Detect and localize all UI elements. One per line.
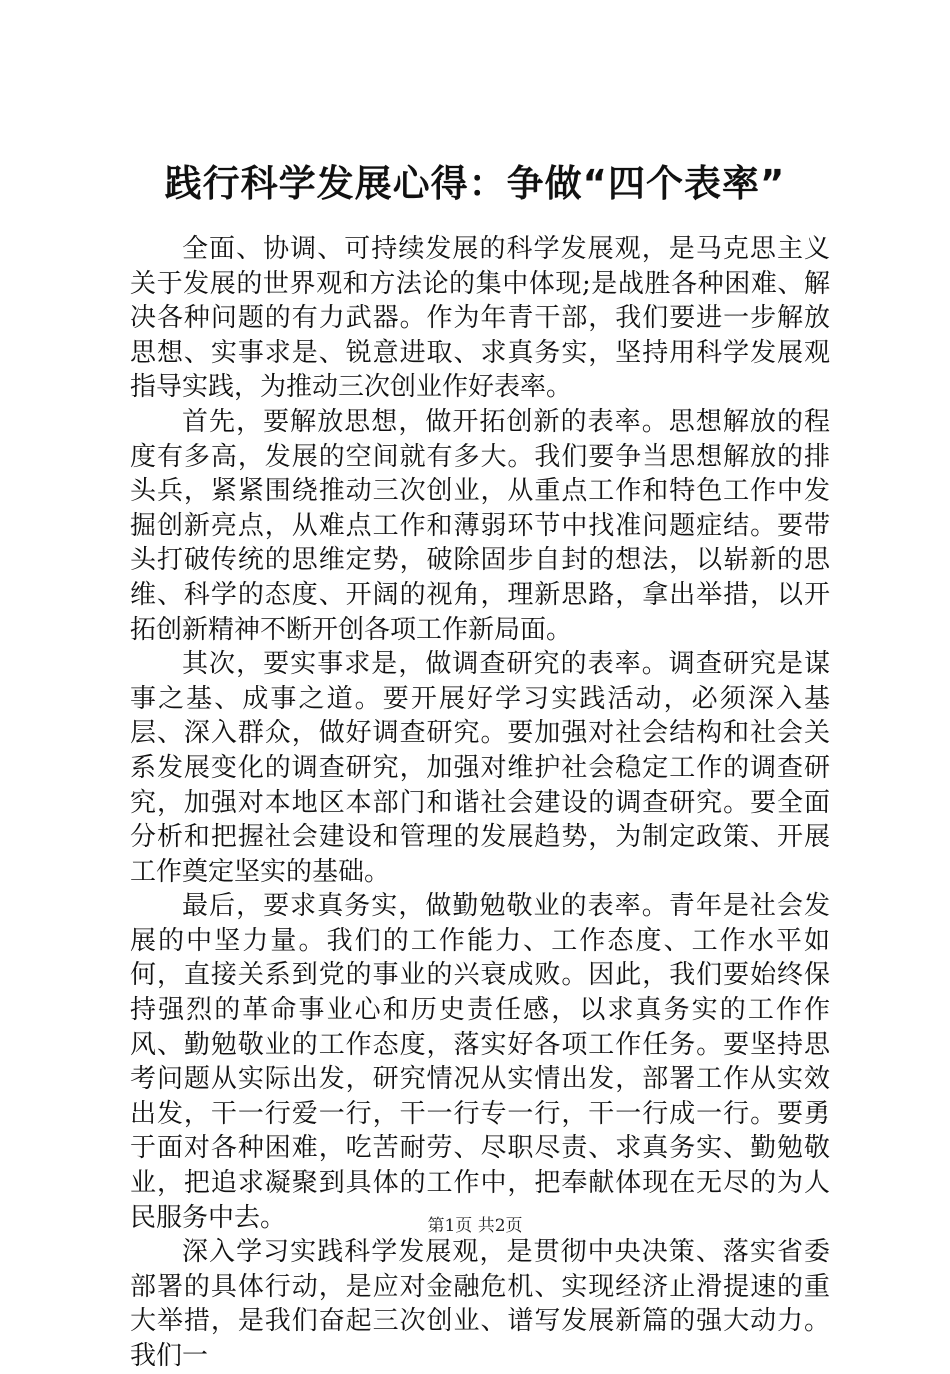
document-title: 践行科学发展心得：争做“四个表率”	[164, 162, 786, 205]
paragraph-intro: 全面、协调、可持续发展的科学发展观，是马克思主义关于发展的世界观和方法论的集中体现;是战胜各种困难、解决各种问题的有力武器。作为年青干部，我们要进一步解放思想、实事求是、锐意进取、求真务实，坚持用科学发展观指导实践，为推动三次创业作好表率。	[130, 234, 830, 403]
paragraph-first: 首先，要解放思想，做开拓创新的表率。思想解放的程度有多高，发展的空间就有多大。我们要争当思想解放的排头兵，紧紧围绕推动三次创业，从重点工作和特色工作中发掘创新亮点，从难点工作和薄弱环节中找准问题症结。要带头打破传统的思维定势，破除固步自封的想法，以崭新的思维、科学的态度、开阔的视角，理新思路，拿出举措，以开拓创新精神不断开创各项工作新局面。	[130, 406, 830, 645]
document-body	[130, 232, 830, 1374]
paragraph-last: 最后，要求真务实，做勤勉敬业的表率。青年是社会发展的中坚力量。我们的工作能力、工作态度、工作水平如何，直接关系到党的事业的兴衰成败。因此，我们要始终保持强烈的革命事业心和历史责任感，以求真务实的工作作风、勤勉敬业的工作态度，落实好各项工作任务。要坚持思考问题从实际出发，研究情况从实情出发，部署工作从实效出发，干一行爱一行，干一行专一行，干一行成一行。要勇于面对各种困难，吃苦耐劳、尽职尽责、求真务实、勤勉敬业，把追求凝聚到具体的工作中，把奉献体现在无尽的为人民服务中去。	[130, 891, 830, 1233]
paragraph-conclusion: 深入学习实践科学发展观，是贯彻中央决策、落实省委部署的具体行动，是应对金融危机、实现经济止滑提速的重大举措，是我们奋起三次创业、谱写发展新篇的强大动力。我们一	[130, 1237, 830, 1371]
paragraph-second: 其次，要实事求是，做调查研究的表率。调查研究是谋事之基、成事之道。要开展好学习实践活动，必须深入基层、深入群众，做好调查研究。要加强对社会结构和社会关系发展变化的调查研究，加强对维护社会稳定工作的调查研究，加强对本地区本部门和谐社会建设的调查研究。要全面分析和把握社会建设和管理的发展趋势，为制定政策、开展工作奠定坚实的基础。	[130, 649, 830, 887]
page-number-footer: 第1页 共2页	[427, 1216, 523, 1236]
